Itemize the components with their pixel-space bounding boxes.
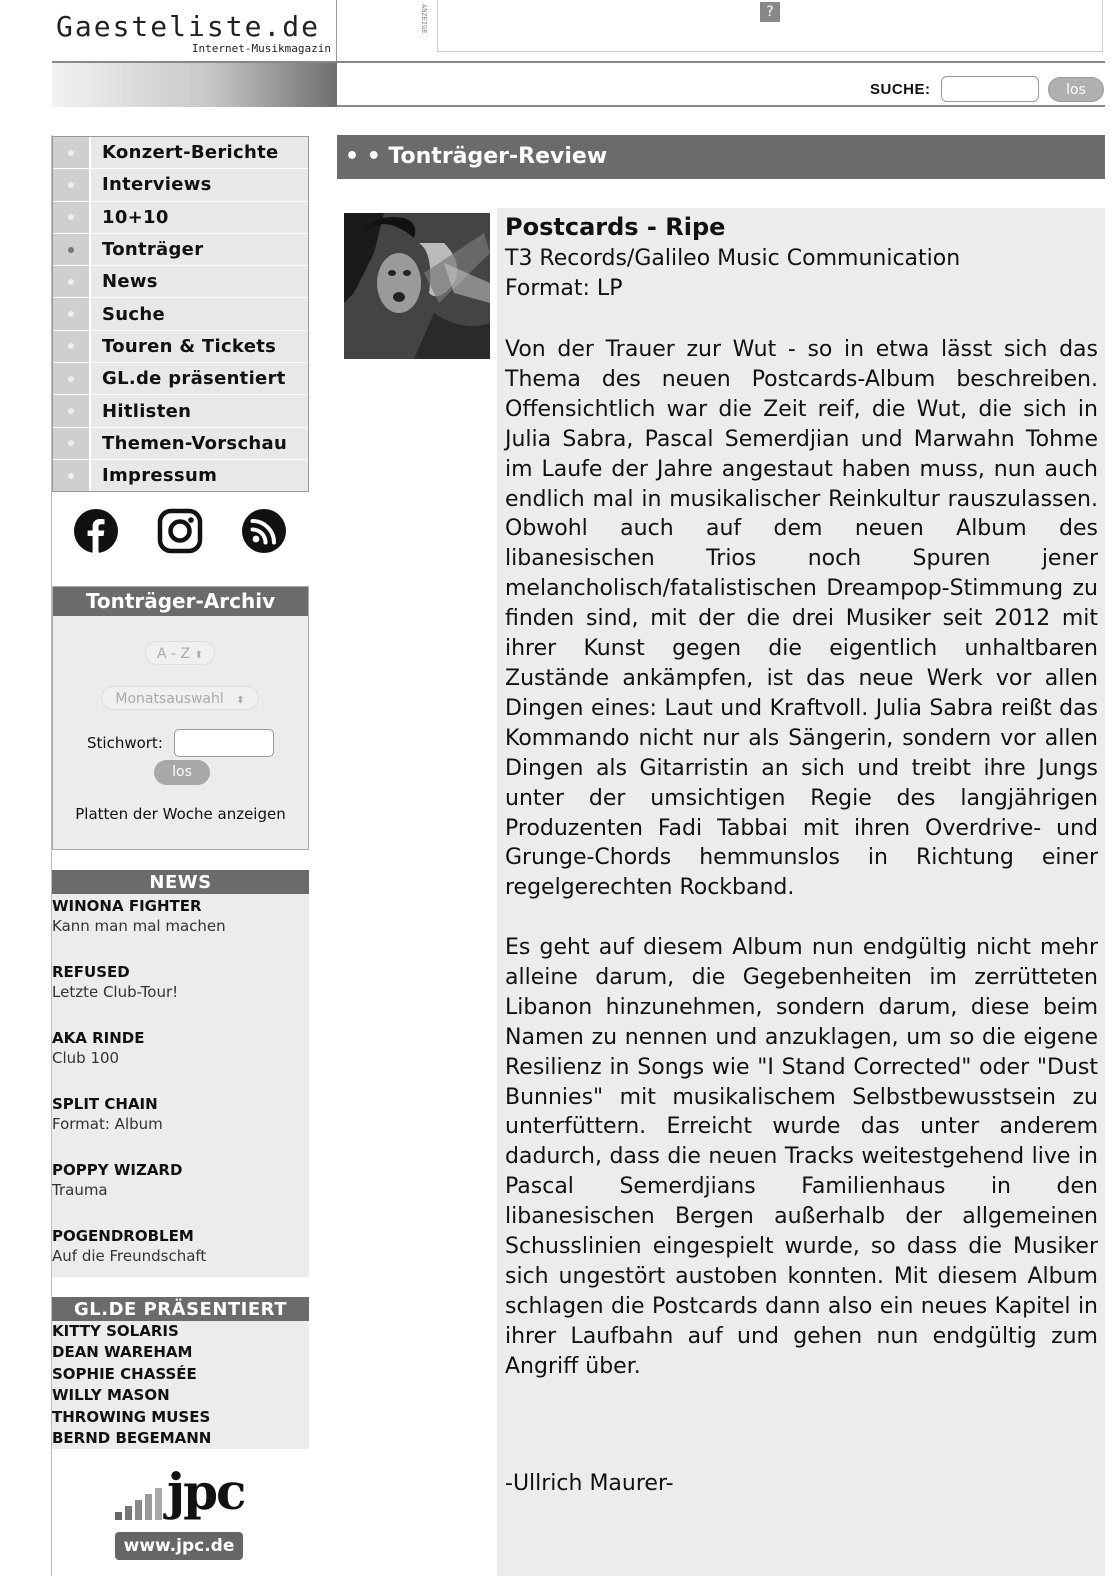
nav-label: Konzert-Berichte bbox=[102, 142, 279, 164]
nav-label: Suche bbox=[102, 303, 165, 325]
archive-title: Tonträger-Archiv bbox=[53, 587, 308, 616]
news-item[interactable] bbox=[52, 1028, 309, 1069]
praesentiert-item[interactable]: BERND BEGEMANN bbox=[52, 1429, 212, 1448]
news-item-subtitle: Letzte Club-Tour! bbox=[52, 983, 179, 1001]
praesentiert-title: GL.DE PRÄSENTIERT bbox=[52, 1297, 309, 1321]
nav-item-themen-vorschau[interactable] bbox=[53, 428, 308, 460]
news-item[interactable] bbox=[52, 896, 309, 937]
news-item-subtitle: Club 100 bbox=[52, 1049, 120, 1067]
news-item-subtitle: Auf die Freundschaft bbox=[52, 1247, 207, 1265]
news-title: NEWS bbox=[52, 870, 309, 894]
az-select[interactable] bbox=[145, 641, 215, 665]
news-section bbox=[52, 870, 309, 1277]
keyword-label: Stichwort: bbox=[87, 734, 163, 752]
broken-image-icon: ? bbox=[760, 2, 780, 22]
main-nav bbox=[52, 136, 309, 492]
site-name: Gaesteliste.de bbox=[56, 10, 321, 43]
search-input[interactable] bbox=[941, 76, 1039, 102]
praesentiert-section bbox=[52, 1297, 309, 1449]
review-format: Format: LP bbox=[505, 276, 623, 301]
nav-label: 10+10 bbox=[102, 206, 169, 228]
news-item-title: REFUSED bbox=[52, 963, 130, 981]
nav-bullet bbox=[53, 266, 91, 297]
nav-item-gl-praesentiert[interactable] bbox=[53, 363, 308, 395]
album-cover-image[interactable] bbox=[344, 213, 490, 359]
praesentiert-item[interactable]: THROWING MUSES bbox=[52, 1407, 211, 1426]
nav-label: Touren & Tickets bbox=[102, 335, 277, 357]
news-item[interactable] bbox=[52, 1160, 309, 1201]
site-subtitle: Internet-Musikmagazin bbox=[191, 42, 331, 55]
news-item[interactable] bbox=[52, 1094, 309, 1135]
select-arrows-icon: ⬍ bbox=[194, 650, 203, 661]
news-item[interactable] bbox=[52, 962, 309, 1003]
praesentiert-item[interactable]: KITTY SOLARIS bbox=[52, 1322, 179, 1340]
nav-bullet bbox=[53, 331, 91, 362]
nav-item-10-10[interactable] bbox=[53, 202, 308, 234]
nav-item-konzert-berichte[interactable] bbox=[53, 137, 308, 169]
news-item-subtitle: Trauma bbox=[52, 1181, 108, 1199]
news-item-title: WINONA FIGHTER bbox=[52, 897, 202, 915]
nav-bullet bbox=[53, 137, 91, 168]
rss-icon[interactable] bbox=[241, 508, 287, 554]
praesentiert-item[interactable]: SOPHIE CHASSÉE bbox=[52, 1364, 197, 1383]
nav-bullet bbox=[53, 234, 91, 265]
nav-item-tontraeger[interactable] bbox=[53, 234, 308, 266]
news-item-title: SPLIT CHAIN bbox=[52, 1095, 158, 1113]
search-button[interactable]: los bbox=[1048, 77, 1104, 102]
review-author: -Ullrich Maurer- bbox=[505, 1471, 674, 1496]
review-paragraph-2: Es geht auf diesem Album nun endgültig nicht mehr alleine darum, die Gegebenheiten im zerrütteten Libanon hinzunehmen, sondern darum, diese beim Namen zu nennen und anzuklagen, um so die eigene Resilienz in Songs wie "I Stand Corrected" oder "Dust Bunnies" mit musikalischem Selbstbewusstsein zu unterfüttern. Erreicht wurde das unter anderem dadurch, dass die neuen Tracks weitestgehend live in Pascal Semerdjians Familienhaus in den libanesischen Bergen außerhalb der allgemeinen Schusslinien eingespielt wurde, so dass die Musiker sich ungestört austoben konnten. Mit diesem Album schlagen die Postcards dann also ein neues Kapitel in ihrer Laufbahn auf und gehen nun endgültig zum Angriff über. bbox=[505, 935, 1098, 1379]
news-item-subtitle: Kann man mal machen bbox=[52, 917, 226, 935]
archive-search-button[interactable]: los bbox=[154, 760, 210, 785]
nav-item-news[interactable] bbox=[53, 266, 308, 298]
jpc-logo-text: jpc bbox=[167, 1462, 245, 1521]
nav-label: Tonträger bbox=[102, 239, 204, 261]
nav-bullet bbox=[53, 298, 91, 329]
site-logo[interactable] bbox=[52, 0, 337, 60]
archive-box bbox=[52, 586, 309, 850]
jpc-url: www.jpc.de bbox=[115, 1532, 243, 1560]
news-item[interactable] bbox=[52, 1226, 309, 1267]
jpc-ad[interactable] bbox=[112, 1462, 247, 1565]
nav-bullet bbox=[53, 169, 91, 200]
review-paragraph-1: Von der Trauer zur Wut - so in etwa lässt sich das Thema des neuen Postcards-Album beschreiben. Offensichtlich war die Zeit reif, die Wut, die sich in Julia Sabra, Pascal Semerdjian und Marwahn Tohme im Laufe der Jahre angestaut haben muss, nun auch endlich mal in musikalischer Reinkultur rauszulassen. Obwohl auch auf dem neuen Album des libanesischen Trios noch Spuren jener melancholisch/fatalistischen Dreampop-Stimmung zu finden sind, mit der die drei Musiker seit 2012 mit ihrer Kunst gegen die eigentlich unhaltbaren Zustände ankämpfen, ist das neue Werk vor allen Dingen eines: Laut und Kraftvoll. Julia Sabra reißt das Kommando nicht nur als Sängerin, sondern vor allen Dingen als Gitarristin an sich und treibt ihre Jungs unter der umsichtigen Regie des langjährigen Produzenten Fadi Tabbai mit ihren Overdrive- und Grunge-Chords hemmunslos in Richtung einer regelgerechten Rockband. bbox=[505, 337, 1098, 901]
search-label: SUCHE: bbox=[870, 81, 931, 98]
nav-bullet bbox=[53, 363, 91, 394]
nav-label: Themen-Vorschau bbox=[102, 432, 288, 454]
nav-item-impressum[interactable] bbox=[53, 460, 308, 491]
month-select-value: Monatsauswahl bbox=[115, 691, 224, 707]
nav-bullet bbox=[53, 460, 91, 491]
news-item-title: AKA RINDE bbox=[52, 1029, 145, 1047]
review-label: T3 Records/Galileo Music Communication bbox=[505, 246, 961, 271]
nav-bullet bbox=[53, 202, 91, 233]
ad-label-text: ANZEIGE bbox=[420, 4, 428, 34]
facebook-icon[interactable] bbox=[73, 508, 119, 554]
nav-label: Impressum bbox=[102, 465, 218, 487]
review-section-title: • • Tonträger-Review bbox=[337, 135, 1105, 179]
header-divider bbox=[336, 0, 337, 62]
header-gradient-bar bbox=[52, 63, 337, 107]
az-select-value: A - Z bbox=[157, 646, 191, 662]
ad-label bbox=[418, 4, 430, 52]
nav-bullet bbox=[53, 395, 91, 426]
platten-der-woche-link[interactable]: Platten der Woche anzeigen bbox=[75, 805, 286, 823]
nav-item-suche[interactable] bbox=[53, 298, 308, 330]
instagram-icon[interactable] bbox=[157, 508, 203, 554]
nav-label: Hitlisten bbox=[102, 400, 192, 422]
praesentiert-item[interactable]: WILLY MASON bbox=[52, 1386, 170, 1405]
nav-label: GL.de präsentiert bbox=[102, 368, 286, 390]
month-select[interactable] bbox=[101, 686, 259, 710]
nav-bullet bbox=[53, 428, 91, 459]
nav-item-interviews[interactable] bbox=[53, 169, 308, 201]
select-arrows-icon: ⬍ bbox=[236, 695, 245, 706]
news-item-title: POPPY WIZARD bbox=[52, 1161, 183, 1179]
nav-item-touren-tickets[interactable] bbox=[53, 331, 308, 363]
review-title: Postcards - Ripe bbox=[505, 213, 726, 241]
news-item-title: POGENDROBLEM bbox=[52, 1227, 194, 1245]
news-item-subtitle: Format: Album bbox=[52, 1115, 163, 1133]
nav-label: Interviews bbox=[102, 174, 212, 196]
praesentiert-item[interactable]: DEAN WAREHAM bbox=[52, 1343, 193, 1362]
nav-item-hitlisten[interactable] bbox=[53, 395, 308, 427]
nav-label: News bbox=[102, 271, 158, 293]
keyword-input[interactable] bbox=[174, 729, 274, 757]
